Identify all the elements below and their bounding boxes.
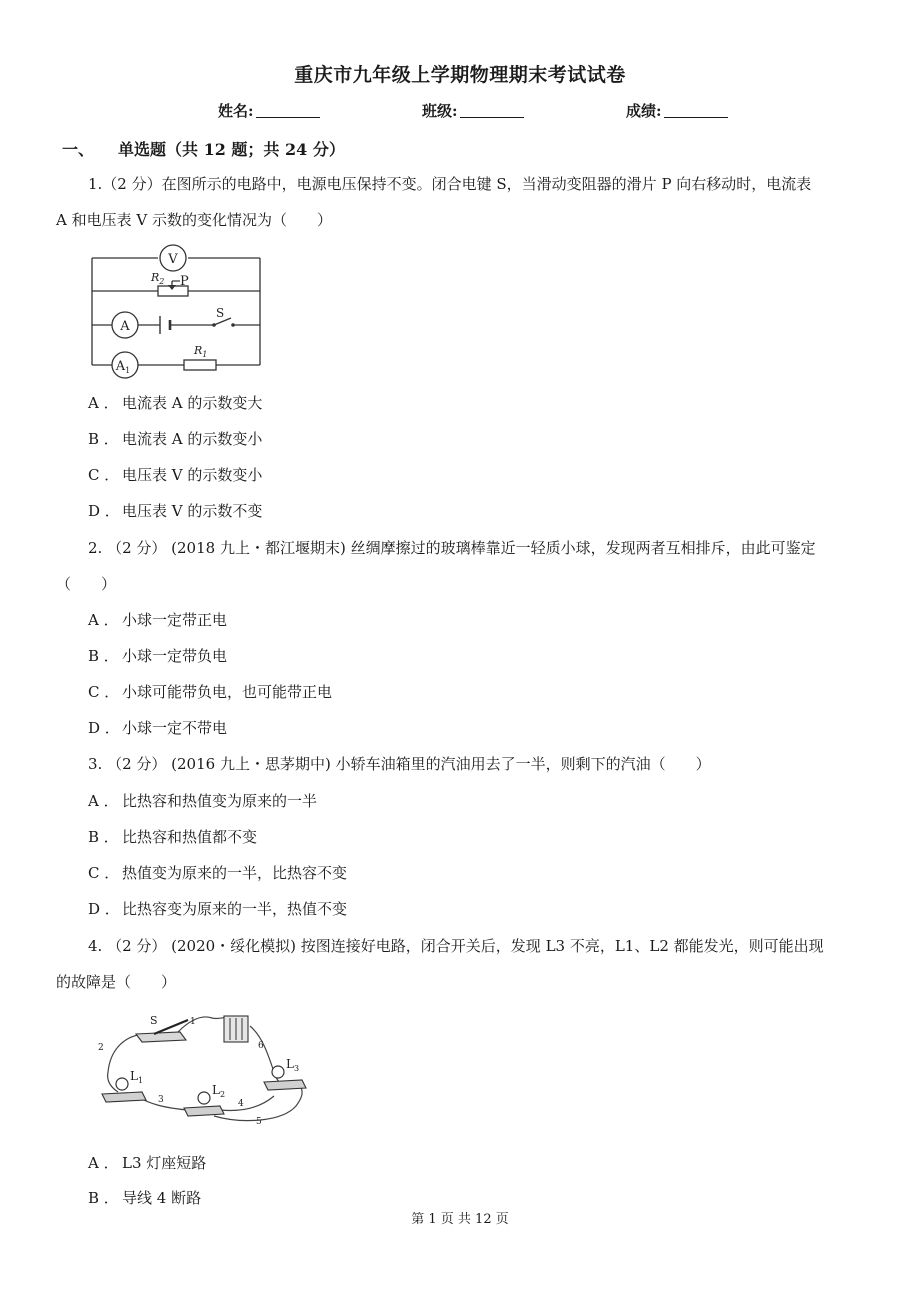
ammeter-1-label: $A_1$ <box>115 359 131 375</box>
question-1-line1: 1.（2 分）在图所示的电路中，电源电压保持不变。闭合电键 S，当滑动变阻器的滑片 P 向右移动时，电流表 <box>88 175 812 193</box>
q2-option-c: C ． 小球可能带负电，也可能带正电 <box>88 683 333 701</box>
q3-option-b: B ． 比热容和热值都不变 <box>88 828 258 846</box>
class-field <box>422 100 524 121</box>
name-label: 姓名: <box>218 102 254 120</box>
name-blank <box>256 103 320 118</box>
question-3-line1: 3. （2 分） (2016 九上・思茅期中) 小轿车油箱里的汽油用去了一半，则剩下的汽油（ ） <box>88 755 711 773</box>
q3-option-a: A ． 比热容和热值变为原来的一半 <box>88 792 318 810</box>
switch-s-label: S <box>150 1014 158 1027</box>
lamp-l3-label: $L_3$ <box>286 1057 300 1073</box>
circuit-diagram-2 <box>92 1012 316 1126</box>
page-title: 重庆市九年级上学期物理期末考试试卷 <box>294 64 626 86</box>
q2-option-a: A ． 小球一定带正电 <box>88 611 228 629</box>
lamp-l2-base <box>184 1106 224 1116</box>
q4-option-a: A ． L3 灯座短路 <box>88 1154 207 1172</box>
question-1-line2: A 和电压表 V 示数的变化情况为（ ） <box>56 211 332 229</box>
score-blank <box>664 103 728 118</box>
q3-option-c: C ． 热值变为原来的一半，比热容不变 <box>88 864 348 882</box>
resistor-r1 <box>184 360 216 370</box>
switch-base <box>136 1032 186 1042</box>
wire-3-label: 3 <box>158 1095 164 1105</box>
lamp-l1-base <box>102 1092 146 1102</box>
q2-option-b: B ． 小球一定带负电 <box>88 647 228 665</box>
q3-option-d: D ． 比热容变为原来的一半，热值不变 <box>88 900 348 918</box>
lamp-l3-bulb <box>272 1066 284 1078</box>
section-heading <box>62 137 345 160</box>
switch-label: S <box>216 306 225 320</box>
wire-2-label: 2 <box>98 1043 104 1053</box>
question-2-line2: （ ） <box>56 575 117 593</box>
question-4-line2: 的故障是（ ） <box>56 973 177 991</box>
q1-option-c: C ． 电压表 V 的示数变小 <box>88 466 263 484</box>
q2-option-d: D ． 小球一定不带电 <box>88 719 228 737</box>
voltmeter-label: V <box>168 252 178 267</box>
name-field <box>218 100 320 121</box>
slider-label: P <box>180 274 189 289</box>
score-label: 成绩: <box>626 102 662 120</box>
lamp-l1-bulb <box>116 1078 128 1090</box>
lamp-l2-bulb <box>198 1092 210 1104</box>
wire-1-label: 1 <box>190 1017 196 1027</box>
wire-6-label: 6 <box>258 1041 264 1051</box>
question-4-line1: 4. （2 分） (2020・绥化模拟) 按图连接好电路，闭合开关后，发现 L3 不亮，L1、L2 都能发光，则可能出现 <box>88 937 824 955</box>
q4-option-b: B ． 导线 4 断路 <box>88 1189 202 1207</box>
section-title: 单选题（共 12 题；共 24 分） <box>118 140 345 159</box>
lamp-l3-base <box>264 1080 306 1090</box>
lamp-l2-label: $L_2$ <box>212 1083 226 1099</box>
ammeter-label: A <box>120 319 130 334</box>
q1-option-d: D ． 电压表 V 的示数不变 <box>88 502 263 520</box>
q1-option-b: B ． 电流表 A 的示数变小 <box>88 430 263 448</box>
switch-contact-right <box>231 323 235 327</box>
wire-5-label: 5 <box>256 1117 262 1126</box>
switch-contact-left <box>212 323 216 327</box>
circuit-diagram-1 <box>88 244 264 382</box>
section-number: 一、 <box>62 140 95 159</box>
lamp-l1-label: $L_1$ <box>130 1069 144 1085</box>
q1-option-a: A ． 电流表 A 的示数变大 <box>88 394 263 412</box>
score-field <box>626 100 728 121</box>
resistor-label: $R_1$ <box>194 344 208 359</box>
class-label: 班级: <box>422 102 458 120</box>
page-footer: 第 1 页 共 12 页 <box>411 1212 509 1227</box>
rheostat-label: $R_2$ <box>151 271 165 286</box>
question-2-line1: 2. （2 分） (2018 九上・都江堰期末) 丝绸摩擦过的玻璃棒靠近一轻质小球，发现两者互相排斥，由此可鉴定 <box>88 539 816 557</box>
wire-4-label: 4 <box>238 1099 244 1109</box>
class-blank <box>460 103 524 118</box>
